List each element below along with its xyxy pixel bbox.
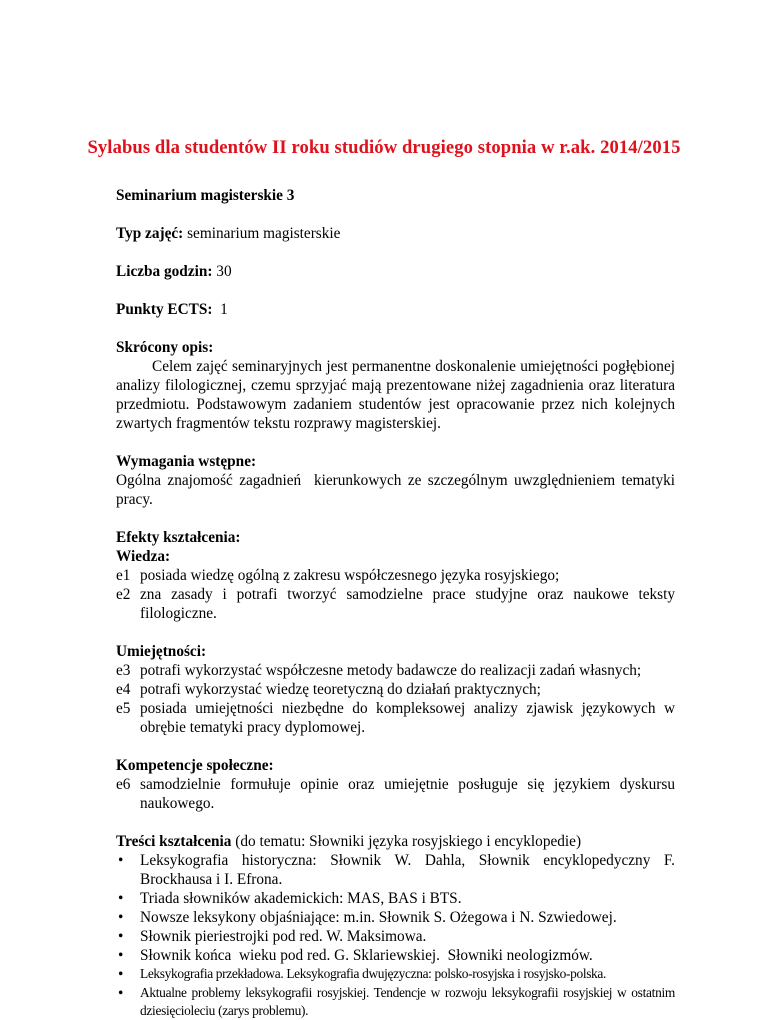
social-competences-section: [116, 756, 675, 813]
prerequisites-section: [116, 452, 679, 509]
bullet-icon: •: [118, 966, 124, 983]
course-ects-value: 1: [220, 301, 228, 318]
outcome-code: e2: [116, 586, 131, 603]
list-item: [116, 984, 675, 1020]
bullet-icon: •: [118, 985, 124, 1002]
course-ects-label: Punkty ECTS:: [116, 301, 213, 318]
outcome-code: e5: [116, 700, 131, 717]
summary-label: Skrócony opis:: [116, 339, 214, 356]
list-item: [116, 851, 675, 889]
outcome-item: [116, 585, 675, 623]
course-name: Seminarium magisterskie 3: [116, 187, 295, 204]
outcome-text: potrafi wykorzystać współczesne metody badawcze do realizacji zadań własnych;: [140, 662, 642, 679]
outcome-code: e3: [116, 662, 131, 679]
outcome-text: zna zasady i potrafi tworzyć samodzielne prace studyjne oraz naukowe teksty filologiczne.: [140, 586, 675, 622]
list-item-text: Triada słowników akademickich: MAS, BAS i BTS.: [140, 890, 462, 907]
course-hours-value: 30: [216, 263, 232, 280]
page-title: Sylabus dla studentów II roku studiów drugiego stopnia w r.ak. 2014/2015: [87, 137, 681, 158]
contents-note: (do tematu: Słowniki języka rosyjskiego i encyklopedie): [231, 833, 582, 850]
list-item-text: Leksykografia historyczna: Słownik W. Dahla, Słownik encyklopedyczny F. Brockhausa i I. Efrona.: [140, 852, 675, 888]
list-item-text: Leksykografia przekładowa. Leksykografia dwujęzyczna: polsko-rosyjska i rosyjsko-polska.: [140, 966, 606, 981]
course-hours: [116, 262, 675, 281]
bullet-icon: •: [118, 928, 124, 945]
list-item: [116, 965, 675, 984]
bullet-icon: •: [118, 890, 124, 907]
prerequisites-label: Wymagania wstępne:: [116, 453, 257, 470]
list-item-text: Nowsze leksykony objaśniające: m.in. Słownik S. Ożegowa i N. Szwiedowej.: [140, 909, 617, 926]
skills-section: [116, 642, 675, 737]
outcome-item: [116, 566, 675, 585]
prerequisites-text: Ogólna znajomość zagadnień kierunkowych ze szczególnym uwzględnieniem tematyki pracy.: [116, 472, 679, 508]
course-ects: [116, 300, 675, 319]
bullet-icon: •: [118, 852, 124, 869]
outcome-text: potrafi wykorzystać wiedzę teoretyczną do działań praktycznych;: [140, 681, 541, 698]
list-item: [116, 927, 675, 946]
outcome-code: e6: [116, 776, 131, 793]
outcome-code: e1: [116, 567, 131, 584]
skills-label: Umiejętności:: [116, 643, 207, 660]
list-item-text: Aktualne problemy leksykografii rosyjskiej. Tendencje w rozwoju leksykografii rosyjskiej w ostatnim dziesięcioleciu (zarys problemu).: [140, 985, 675, 1018]
contents-heading: [116, 832, 675, 851]
outcome-item: [116, 661, 675, 680]
outcome-item: [116, 699, 675, 737]
outcomes-section: [116, 528, 675, 623]
summary-section: [116, 338, 675, 433]
course-type-label: Typ zajęć:: [116, 225, 184, 242]
outcomes-label: Efekty kształcenia:: [116, 529, 241, 546]
contents-section: [116, 832, 675, 1020]
bullet-icon: •: [118, 947, 124, 964]
course-type-value: seminarium magisterskie: [187, 225, 341, 242]
list-item: [116, 908, 675, 927]
outcome-item: [116, 775, 675, 813]
knowledge-label: Wiedza:: [116, 548, 171, 565]
list-item-text: Słownik końca wieku pod red. G. Sklariewskiej. Słowniki neologizmów.: [140, 947, 593, 964]
summary-text: Celem zajęć seminaryjnych jest permanentne doskonalenie umiejętności pogłębionej analizy filologicznej, czemu sprzyjać mają prezentowane niżej zagadnienia oraz literatura przedmiotu. Podstawowym zadaniem studentów jest opracowanie przez nich kolejnych zwartych fragmentów tekstu rozprawy magisterskiej.: [116, 358, 675, 432]
outcome-item: [116, 680, 675, 699]
contents-label: Treści kształcenia: [116, 833, 232, 850]
outcome-text: posiada wiedzę ogólną z zakresu współczesnego języka rosyjskiego;: [140, 567, 560, 584]
syllabus-content: [116, 186, 679, 1020]
list-item: [116, 946, 675, 965]
outcome-text: samodzielnie formułuje opinie oraz umiejętnie posługuje się językiem dyskursu naukowego.: [140, 776, 675, 812]
course-hours-label: Liczba godzin:: [116, 263, 213, 280]
course-type: [116, 224, 675, 243]
list-item-text: Słownik pieriestrojki pod red. W. Maksimowa.: [140, 928, 427, 945]
contents-list: [116, 851, 675, 1020]
bullet-icon: •: [118, 909, 124, 926]
outcome-text: posiada umiejętności niezbędne do kompleksowej analizy zjawisk językowych w obrębie tematyki pracy dyplomowej.: [140, 700, 675, 736]
list-item: [116, 889, 675, 908]
social-competences-label: Kompetencje społeczne:: [116, 757, 274, 774]
outcome-code: e4: [116, 681, 131, 698]
